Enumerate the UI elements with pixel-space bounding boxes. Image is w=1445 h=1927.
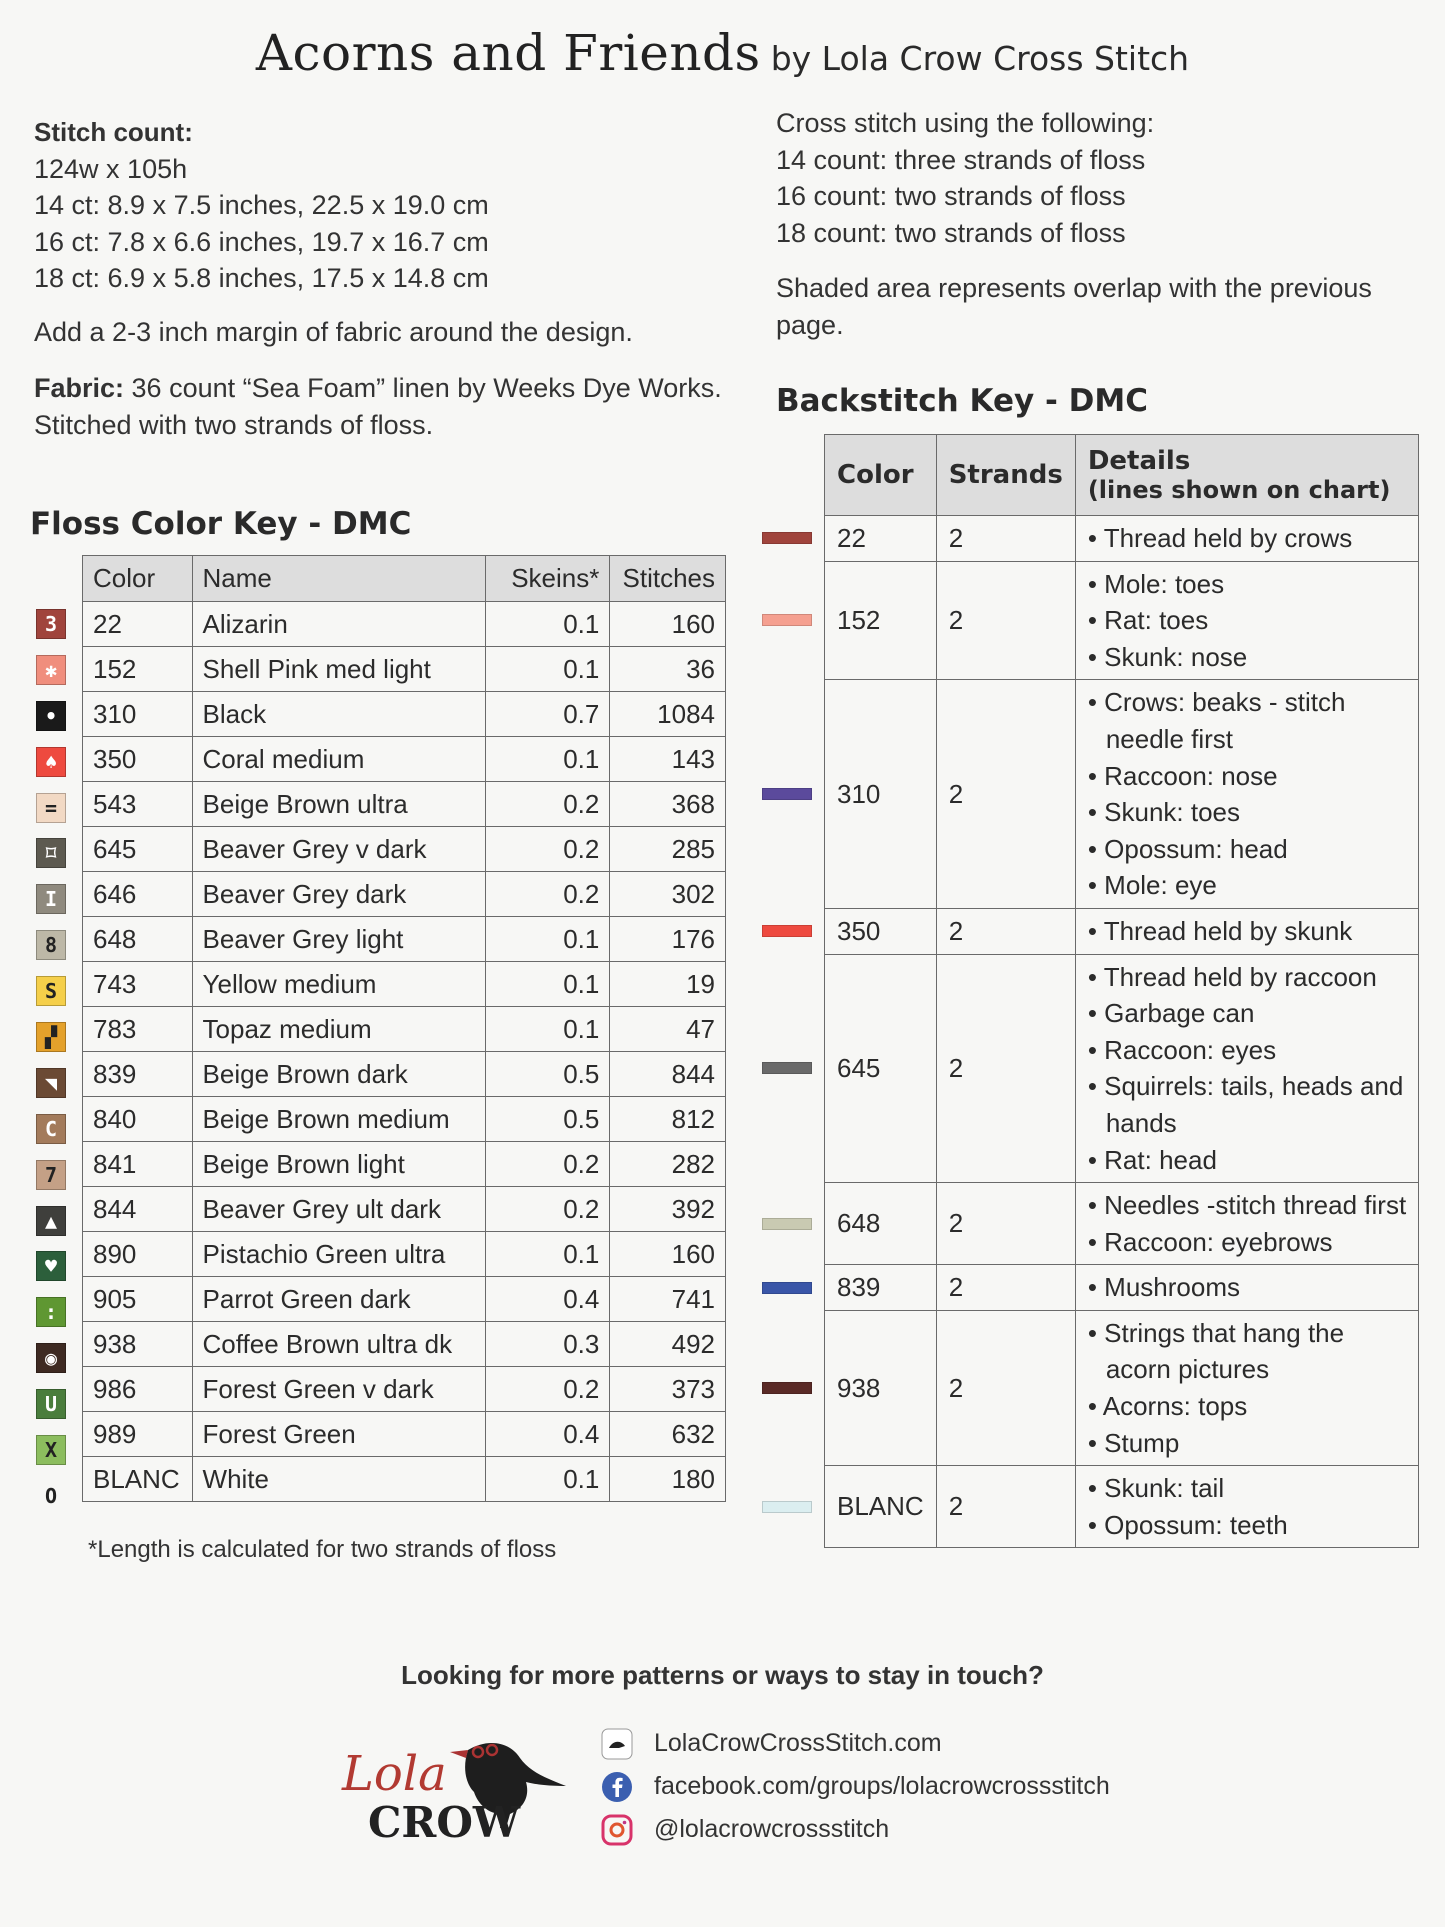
cell-skeins: 0.1	[485, 962, 610, 1007]
detail-item: • Skunk: tail	[1088, 1470, 1406, 1507]
table-row	[83, 1457, 726, 1502]
cell-details	[1075, 1183, 1418, 1265]
cell-skeins: 0.2	[485, 1142, 610, 1187]
facebook-icon	[600, 1770, 634, 1804]
table-row	[83, 872, 726, 917]
cell-stitches: 492	[610, 1322, 726, 1367]
cell-skeins: 0.2	[485, 872, 610, 917]
cross-stitch-line: 14 count: three strands of floss	[776, 144, 1146, 175]
detail-item: • Squirrels: tails, heads and	[1088, 1068, 1406, 1105]
cell-skeins: 0.1	[485, 917, 610, 962]
cell-color: 645	[825, 954, 937, 1183]
detail-item: • Stump	[1088, 1425, 1406, 1462]
cell-stitches: 180	[610, 1457, 726, 1502]
column-header-details	[1075, 435, 1418, 516]
cell-strands: 2	[936, 954, 1075, 1183]
floss-color-table	[82, 555, 726, 1502]
detail-item: • Acorns: tops	[1088, 1388, 1406, 1425]
backstitch-table	[824, 434, 1419, 1548]
table-row	[825, 954, 1419, 1183]
cell-details	[1075, 1265, 1418, 1311]
cell-name: Beaver Grey ult dark	[192, 1187, 485, 1232]
cell-stitches: 19	[610, 962, 726, 1007]
cell-color: 350	[83, 737, 193, 782]
cell-strands: 2	[936, 1310, 1075, 1465]
column-header-stitches: Stitches	[610, 556, 726, 602]
cell-skeins: 0.7	[485, 692, 610, 737]
stitch-count-line: 124w x 105h	[34, 153, 188, 184]
cell-stitches: 373	[610, 1367, 726, 1412]
table-row	[83, 602, 726, 647]
backstitch-swatch	[762, 532, 812, 544]
detail-item: • Rat: head	[1088, 1142, 1406, 1179]
cell-color: 938	[825, 1310, 937, 1465]
table-row	[83, 692, 726, 737]
detail-item: • Needles -stitch thread first	[1088, 1187, 1406, 1224]
detail-item: • Rat: toes	[1088, 602, 1406, 639]
detail-item: • Garbage can	[1088, 995, 1406, 1032]
floss-symbol: 8	[36, 930, 66, 960]
detail-item: • Mushrooms	[1088, 1269, 1406, 1306]
table-row	[825, 561, 1419, 680]
floss-symbol: S	[36, 976, 66, 1006]
cell-stitches: 302	[610, 872, 726, 917]
table-row	[83, 962, 726, 1007]
cell-color: 22	[825, 516, 937, 562]
floss-symbol: 7	[36, 1160, 66, 1190]
cell-stitches: 812	[610, 1097, 726, 1142]
detail-item: • Raccoon: nose	[1088, 758, 1406, 795]
backstitch-swatch	[762, 614, 812, 626]
floss-symbol: ▲	[36, 1206, 66, 1236]
table-row	[825, 1466, 1419, 1548]
logo-wordmark: CROW	[368, 1798, 521, 1847]
table-row	[83, 1232, 726, 1277]
cell-stitches: 176	[610, 917, 726, 962]
cell-stitches: 392	[610, 1187, 726, 1232]
stitch-count-line: 16 ct: 7.8 x 6.6 inches, 19.7 x 16.7 cm	[34, 226, 489, 257]
detail-item: • Strings that hang the	[1088, 1315, 1406, 1352]
detail-item: • Skunk: toes	[1088, 794, 1406, 831]
details-title: Details	[1087, 446, 1191, 476]
cell-strands: 2	[936, 908, 1075, 954]
table-row	[825, 1183, 1419, 1265]
cell-color: 841	[83, 1142, 193, 1187]
instagram-text: @lolacrowcrossstitch	[654, 1815, 890, 1843]
floss-symbol: ◉	[36, 1343, 66, 1373]
cell-name: Forest Green	[192, 1412, 485, 1457]
cell-color: 543	[83, 782, 193, 827]
detail-item: • Thread held by raccoon	[1088, 959, 1406, 996]
table-row	[83, 1052, 726, 1097]
backstitch-swatch	[762, 1382, 812, 1394]
cell-skeins: 0.2	[485, 782, 610, 827]
cell-color: 839	[825, 1265, 937, 1311]
cell-color: 844	[83, 1187, 193, 1232]
backstitch-swatch	[762, 1282, 812, 1294]
table-row	[83, 1142, 726, 1187]
floss-symbol: X	[36, 1435, 66, 1465]
facebook-text: facebook.com/groups/lolacrowcrossstitch	[654, 1772, 1110, 1800]
table-row	[825, 1265, 1419, 1311]
cell-color: 783	[83, 1007, 193, 1052]
detail-item: hands	[1105, 1107, 1177, 1138]
column-header-color: Color	[825, 435, 937, 516]
cell-stitches: 160	[610, 602, 726, 647]
detail-item: • Opossum: head	[1088, 831, 1406, 868]
cell-details	[1075, 680, 1418, 909]
cell-color: 989	[83, 1412, 193, 1457]
backstitch-key-heading: Backstitch Key - DMC	[776, 383, 1148, 419]
cell-details	[1075, 908, 1418, 954]
cell-color: 648	[825, 1183, 937, 1265]
floss-symbol: ♥	[36, 1251, 66, 1281]
cell-name: Coral medium	[192, 737, 485, 782]
table-row	[83, 1277, 726, 1322]
cell-skeins: 0.1	[485, 737, 610, 782]
shaded-note	[776, 270, 1372, 343]
details-subtitle: (lines shown on chart)	[1087, 476, 1391, 504]
cell-name: Beige Brown dark	[192, 1052, 485, 1097]
detail-item: • Opossum: teeth	[1088, 1507, 1406, 1544]
table-row	[83, 1007, 726, 1052]
stitch-count-line: 18 ct: 6.9 x 5.8 inches, 17.5 x 14.8 cm	[34, 263, 489, 293]
cell-details	[1075, 516, 1418, 562]
cell-color: 840	[83, 1097, 193, 1142]
table-row	[83, 647, 726, 692]
cell-skeins: 0.1	[485, 602, 610, 647]
floss-symbol: ▞	[36, 1022, 66, 1052]
floss-symbol: •	[36, 701, 66, 731]
facebook-link[interactable]	[600, 1765, 1110, 1808]
lolacrow-icon	[600, 1727, 634, 1761]
page-title	[0, 24, 1445, 82]
cell-strands: 2	[936, 516, 1075, 562]
cross-stitch-line: 18 count: two strands of floss	[776, 217, 1126, 248]
detail-item: • Raccoon: eyebrows	[1088, 1224, 1406, 1261]
backstitch-swatch	[762, 1062, 812, 1074]
cell-color: 890	[83, 1232, 193, 1277]
column-header-skeins: Skeins*	[485, 556, 610, 602]
table-row	[83, 1322, 726, 1367]
cell-skeins: 0.1	[485, 1232, 610, 1277]
cell-skeins: 0.4	[485, 1277, 610, 1322]
detail-item: • Crows: beaks - stitch	[1088, 684, 1406, 721]
table-row	[83, 1367, 726, 1412]
cell-strands: 2	[936, 1183, 1075, 1265]
lola-crow-logo	[338, 1728, 578, 1848]
cell-strands: 2	[936, 1265, 1075, 1311]
cell-skeins: 0.2	[485, 1367, 610, 1412]
cell-name: Beaver Grey v dark	[192, 827, 485, 872]
cell-name: Pistachio Green ultra	[192, 1232, 485, 1277]
detail-item: • Mole: eye	[1088, 867, 1406, 904]
column-header-name: Name	[192, 556, 485, 602]
table-row	[83, 1187, 726, 1232]
cell-color: 839	[83, 1052, 193, 1097]
cell-stitches: 632	[610, 1412, 726, 1457]
cell-name: Beaver Grey dark	[192, 872, 485, 917]
instagram-icon	[600, 1813, 634, 1847]
table-row	[83, 782, 726, 827]
cell-color: 152	[825, 561, 937, 680]
shaded-line: page.	[776, 309, 844, 340]
table-row	[825, 1310, 1419, 1465]
cell-color: 645	[83, 827, 193, 872]
floss-symbol: I	[36, 884, 66, 914]
cell-details	[1075, 561, 1418, 680]
cell-color: BLANC	[825, 1466, 937, 1548]
floss-symbol: O	[44, 1483, 58, 1508]
margin-note: Add a 2-3 inch margin of fabric around the design.	[34, 317, 633, 347]
cell-skeins: 0.4	[485, 1412, 610, 1457]
table-header-row	[825, 435, 1419, 516]
cell-skeins: 0.1	[485, 1007, 610, 1052]
floss-symbol-column	[36, 609, 72, 1527]
cell-color: 310	[83, 692, 193, 737]
cell-name: Topaz medium	[192, 1007, 485, 1052]
floss-symbol: ⌑	[36, 838, 66, 868]
backstitch-swatch	[762, 1501, 812, 1513]
logo-script: Lola	[342, 1746, 447, 1802]
cell-stitches: 36	[610, 647, 726, 692]
table-row	[825, 680, 1419, 909]
cell-name: Beige Brown ultra	[192, 782, 485, 827]
floss-symbol: =	[36, 793, 66, 823]
contact-links	[600, 1722, 1110, 1851]
cell-strands: 2	[936, 561, 1075, 680]
cell-name: Forest Green v dark	[192, 1367, 485, 1412]
cell-skeins: 0.1	[485, 647, 610, 692]
table-row	[83, 917, 726, 962]
cell-skeins: 0.1	[485, 1457, 610, 1502]
cell-color: 152	[83, 647, 193, 692]
floss-symbol: ✱	[36, 655, 66, 685]
cell-details	[1075, 1466, 1418, 1548]
cell-stitches: 844	[610, 1052, 726, 1097]
stitch-count-block	[34, 114, 489, 297]
floss-symbol: :	[36, 1297, 66, 1327]
shaded-line: Shaded area represents overlap with the previous	[776, 273, 1372, 303]
cell-stitches: 285	[610, 827, 726, 872]
backstitch-swatch	[762, 925, 812, 937]
cross-stitch-line: Cross stitch using the following:	[776, 108, 1155, 138]
cell-skeins: 0.5	[485, 1052, 610, 1097]
cell-color: 905	[83, 1277, 193, 1322]
table-row	[83, 827, 726, 872]
cell-name: Shell Pink med light	[192, 647, 485, 692]
cell-name: Beige Brown light	[192, 1142, 485, 1187]
cell-color: 22	[83, 602, 193, 647]
fabric-block	[34, 370, 722, 443]
cell-color: BLANC	[83, 1457, 193, 1502]
floss-footnote: *Length is calculated for two strands of floss	[88, 1536, 557, 1563]
cell-color: 350	[825, 908, 937, 954]
cell-details	[1075, 1310, 1418, 1465]
cell-strands: 2	[936, 680, 1075, 909]
detail-item: • Raccoon: eyes	[1088, 1032, 1406, 1069]
cell-stitches: 47	[610, 1007, 726, 1052]
table-header-row	[83, 556, 726, 602]
cell-stitches: 1084	[610, 692, 726, 737]
floss-symbol: ◥	[36, 1068, 66, 1098]
floss-symbol: 3	[36, 609, 66, 639]
detail-item: acorn pictures	[1105, 1354, 1270, 1385]
floss-key-heading: Floss Color Key - DMC	[30, 506, 412, 542]
cell-stitches: 160	[610, 1232, 726, 1277]
instagram-link[interactable]	[600, 1808, 1110, 1851]
backstitch-swatch	[762, 788, 812, 800]
table-row	[825, 516, 1419, 562]
cell-name: Beige Brown medium	[192, 1097, 485, 1142]
cell-skeins: 0.3	[485, 1322, 610, 1367]
cell-stitches: 741	[610, 1277, 726, 1322]
detail-item: • Mole: toes	[1088, 566, 1406, 603]
column-header-color: Color	[83, 556, 193, 602]
fabric-text: 36 count “Sea Foam” linen by Weeks Dye Works.	[124, 373, 722, 403]
cell-skeins: 0.5	[485, 1097, 610, 1142]
floss-symbol: C	[36, 1114, 66, 1144]
cell-color: 743	[83, 962, 193, 1007]
detail-item: needle first	[1105, 723, 1234, 754]
cell-stitches: 368	[610, 782, 726, 827]
column-header-strands: Strands	[936, 435, 1075, 516]
stitch-count-line: 14 ct: 8.9 x 7.5 inches, 22.5 x 19.0 cm	[34, 190, 489, 220]
cell-stitches: 143	[610, 737, 726, 782]
cell-name: Coffee Brown ultra dk	[192, 1322, 485, 1367]
cell-color: 938	[83, 1322, 193, 1367]
stitch-count-label: Stitch count:	[34, 117, 193, 147]
cell-stitches: 282	[610, 1142, 726, 1187]
cell-strands: 2	[936, 1466, 1075, 1548]
floss-symbol: ♠	[36, 747, 66, 777]
detail-item: • Thread held by skunk	[1088, 913, 1406, 950]
fabric-line2: Stitched with two strands of floss.	[34, 409, 434, 440]
table-row	[83, 737, 726, 782]
cell-name: Beaver Grey light	[192, 917, 485, 962]
cell-skeins: 0.2	[485, 827, 610, 872]
detail-item: • Skunk: nose	[1088, 639, 1406, 676]
cell-name: Yellow medium	[192, 962, 485, 1007]
cell-name: Alizarin	[192, 602, 485, 647]
cell-name: White	[192, 1457, 485, 1502]
table-row	[83, 1097, 726, 1142]
cell-details	[1075, 954, 1418, 1183]
cross-stitch-line: 16 count: two strands of floss	[776, 181, 1126, 211]
cell-name: Parrot Green dark	[192, 1277, 485, 1322]
table-row	[83, 1412, 726, 1457]
fabric-label: Fabric:	[34, 373, 125, 403]
cell-color: 646	[83, 872, 193, 917]
cell-color: 648	[83, 917, 193, 962]
cross-stitch-block	[776, 105, 1154, 251]
detail-item: • Thread held by crows	[1088, 520, 1406, 557]
pattern-title: Acorns and Friends	[255, 24, 761, 82]
pattern-author: by Lola Crow Cross Stitch	[770, 39, 1190, 78]
cell-name: Black	[192, 692, 485, 737]
floss-symbol: U	[36, 1389, 66, 1419]
cell-skeins: 0.2	[485, 1187, 610, 1232]
backstitch-swatch	[762, 1218, 812, 1230]
table-row	[825, 908, 1419, 954]
website-text: LolaCrowCrossStitch.com	[654, 1729, 942, 1757]
website-link[interactable]	[600, 1722, 1110, 1765]
footer-question: Looking for more patterns or ways to stay in touch?	[401, 1660, 1044, 1690]
cell-color: 986	[83, 1367, 193, 1412]
cell-color: 310	[825, 680, 937, 909]
